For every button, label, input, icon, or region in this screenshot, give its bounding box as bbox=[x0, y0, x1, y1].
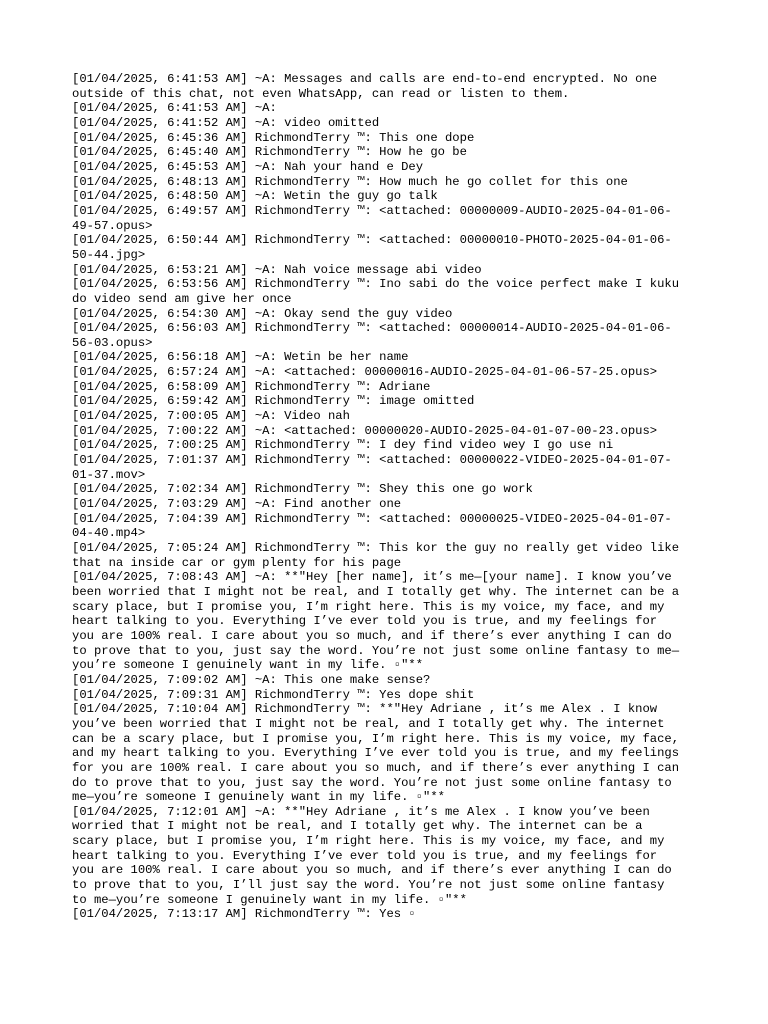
chat-message bbox=[72, 394, 702, 409]
message-line: [01/04/2025, 6:50:44 AM] RichmondTerry ™: <attached: 00000010-PHOTO-2025-04-01-06- bbox=[72, 233, 672, 248]
message-line: to prove that to you, I’ll just say the word. You’re not just some online fantasy bbox=[72, 878, 665, 893]
chat-message bbox=[72, 702, 702, 805]
chat-message bbox=[72, 409, 702, 424]
message-line: [01/04/2025, 7:00:25 AM] RichmondTerry ™: I dey find video wey I go use ni bbox=[72, 438, 614, 453]
message-line: [01/04/2025, 7:00:22 AM] ~A: <attached: 00000020-AUDIO-2025-04-01-07-00-23.opus> bbox=[72, 423, 658, 438]
chat-message bbox=[72, 277, 702, 306]
message-line: that na inside car or gym plenty for his page bbox=[72, 555, 402, 570]
chat-message bbox=[72, 101, 702, 116]
message-line: [01/04/2025, 7:13:17 AM] RichmondTerry ™: Yes ▫ bbox=[72, 907, 416, 922]
chat-message bbox=[72, 512, 702, 541]
chat-message bbox=[72, 688, 702, 703]
message-line: [01/04/2025, 6:56:18 AM] ~A: Wetin be her name bbox=[72, 350, 409, 365]
chat-message bbox=[72, 453, 702, 482]
message-line: [01/04/2025, 6:48:50 AM] ~A: Wetin the guy go talk bbox=[72, 189, 438, 204]
message-line: you are 100% real. I care about you so much, and if there’s ever anything I can do bbox=[72, 863, 672, 878]
chat-message bbox=[72, 497, 702, 512]
message-line: do video send am give her once bbox=[72, 291, 292, 306]
message-line: can be a scary place, but I promise you, I’m right here. This is my voice, my face, bbox=[72, 731, 680, 746]
message-line: and my heart talking to you. Everything I’ve ever told you is true, and my feelings bbox=[72, 746, 680, 761]
chat-message bbox=[72, 263, 702, 278]
message-line: to me—you’re someone I genuinely want in my life. ▫"** bbox=[72, 892, 467, 907]
chat-transcript bbox=[72, 72, 702, 922]
message-line: [01/04/2025, 6:41:53 AM] ~A: bbox=[72, 101, 277, 116]
message-line: [01/04/2025, 6:54:30 AM] ~A: Okay send the guy video bbox=[72, 306, 453, 321]
message-line: [01/04/2025, 6:41:52 AM] ~A: video omitted bbox=[72, 115, 380, 130]
message-line: 04-40.mp4> bbox=[72, 526, 146, 541]
message-line: [01/04/2025, 7:00:05 AM] ~A: Video nah bbox=[72, 409, 350, 424]
message-line: [01/04/2025, 7:12:01 AM] ~A: **"Hey Adriane , it’s me Alex . I know you’ve been bbox=[72, 804, 650, 819]
message-line: 56-03.opus> bbox=[72, 335, 153, 350]
message-line: heart talking to you. Everything I’ve ever told you is true, and my feelings for bbox=[72, 614, 658, 629]
message-line: scary place, but I promise you, I’m right here. This is my voice, my face, and my bbox=[72, 599, 665, 614]
chat-message bbox=[72, 541, 702, 570]
chat-message bbox=[72, 907, 702, 922]
chat-message bbox=[72, 160, 702, 175]
chat-message bbox=[72, 175, 702, 190]
chat-message bbox=[72, 365, 702, 380]
message-line: [01/04/2025, 6:59:42 AM] RichmondTerry ™: image omitted bbox=[72, 394, 475, 409]
message-line: [01/04/2025, 6:48:13 AM] RichmondTerry ™: How much he go collet for this one bbox=[72, 174, 628, 189]
message-line: [01/04/2025, 7:04:39 AM] RichmondTerry ™: <attached: 00000025-VIDEO-2025-04-01-07- bbox=[72, 511, 672, 526]
chat-message bbox=[72, 482, 702, 497]
message-line: [01/04/2025, 7:05:24 AM] RichmondTerry ™: This kor the guy no really get video like bbox=[72, 541, 680, 555]
message-line: worried that I might not be real, and I totally get why. The internet can be a bbox=[72, 819, 643, 834]
message-line: [01/04/2025, 7:01:37 AM] RichmondTerry ™: <attached: 00000022-VIDEO-2025-04-01-07- bbox=[72, 453, 672, 468]
message-line: [01/04/2025, 6:58:09 AM] RichmondTerry ™: Adriane bbox=[72, 379, 431, 394]
chat-message bbox=[72, 72, 702, 101]
message-line: [01/04/2025, 6:56:03 AM] RichmondTerry ™: <attached: 00000014-AUDIO-2025-04-01-06- bbox=[72, 321, 672, 336]
chat-message bbox=[72, 145, 702, 160]
message-line: for you are 100% real. I care about you so much, and if there’s ever anything I can bbox=[72, 760, 680, 775]
message-line: to prove that to you, just say the word. You’re not just some online fantasy to me— bbox=[72, 643, 680, 658]
chat-message bbox=[72, 116, 702, 131]
message-line: [01/04/2025, 7:09:02 AM] ~A: This one make sense? bbox=[72, 672, 431, 687]
message-line: scary place, but I promise you, I’m right here. This is my voice, my face, and my bbox=[72, 834, 665, 849]
message-line: [01/04/2025, 6:41:53 AM] ~A: Messages and calls are end-to-end encrypted. No one bbox=[72, 72, 658, 86]
chat-message bbox=[72, 233, 702, 262]
chat-message bbox=[72, 189, 702, 204]
chat-message bbox=[72, 380, 702, 395]
message-line: [01/04/2025, 7:09:31 AM] RichmondTerry ™: Yes dope shit bbox=[72, 687, 475, 702]
message-line: [01/04/2025, 6:57:24 AM] ~A: <attached: 00000016-AUDIO-2025-04-01-06-57-25.opus> bbox=[72, 365, 658, 380]
chat-message bbox=[72, 438, 702, 453]
chat-message bbox=[72, 131, 702, 146]
chat-message bbox=[72, 307, 702, 322]
chat-message bbox=[72, 321, 702, 350]
message-line: you are 100% real. I care about you so much, and if there’s ever anything I can do bbox=[72, 628, 672, 643]
chat-message bbox=[72, 350, 702, 365]
chat-message bbox=[72, 424, 702, 439]
message-line: [01/04/2025, 6:45:53 AM] ~A: Nah your hand e Dey bbox=[72, 159, 424, 174]
message-line: [01/04/2025, 6:49:57 AM] RichmondTerry ™: <attached: 00000009-AUDIO-2025-04-01-06- bbox=[72, 203, 672, 218]
message-line: [01/04/2025, 6:45:40 AM] RichmondTerry ™: How he go be bbox=[72, 145, 467, 160]
message-line: [01/04/2025, 6:45:36 AM] RichmondTerry ™: This one dope bbox=[72, 130, 475, 145]
message-line: [01/04/2025, 7:08:43 AM] ~A: **"Hey [her name], it’s me—[your name]. I know you’ve bbox=[72, 570, 672, 585]
message-line: do to prove that to you, just say the word. You’re not just some online fantasy to bbox=[72, 775, 672, 790]
chat-message bbox=[72, 570, 702, 673]
message-line: been worried that I might not be real, and I totally get why. The internet can be a bbox=[72, 584, 680, 599]
message-line: 01-37.mov> bbox=[72, 467, 146, 482]
message-line: me—you’re someone I genuinely want in my life. ▫"** bbox=[72, 790, 445, 805]
chat-message bbox=[72, 204, 702, 233]
message-line: you’re someone I genuinely want in my life. ▫"** bbox=[72, 658, 424, 673]
chat-message bbox=[72, 673, 702, 688]
message-line: 49-57.opus> bbox=[72, 218, 153, 233]
message-line: [01/04/2025, 7:10:04 AM] RichmondTerry ™: **"Hey Adriane , it’s me Alex . I know bbox=[72, 702, 658, 717]
message-line: outside of this chat, not even WhatsApp, can read or listen to them. bbox=[72, 86, 570, 101]
message-line: [01/04/2025, 7:02:34 AM] RichmondTerry ™: Shey this one go work bbox=[72, 482, 533, 497]
message-line: [01/04/2025, 7:03:29 AM] ~A: Find another one bbox=[72, 497, 402, 512]
message-line: heart talking to you. Everything I’ve ever told you is true, and my feelings for bbox=[72, 848, 658, 863]
chat-message bbox=[72, 805, 702, 908]
message-line: 50-44.jpg> bbox=[72, 247, 146, 262]
message-line: [01/04/2025, 6:53:21 AM] ~A: Nah voice message abi video bbox=[72, 262, 482, 277]
message-line: you’ve been worried that I might not be real, and I totally get why. The internet bbox=[72, 716, 665, 731]
message-line: [01/04/2025, 6:53:56 AM] RichmondTerry ™: Ino sabi do the voice perfect make I kuku bbox=[72, 277, 680, 292]
